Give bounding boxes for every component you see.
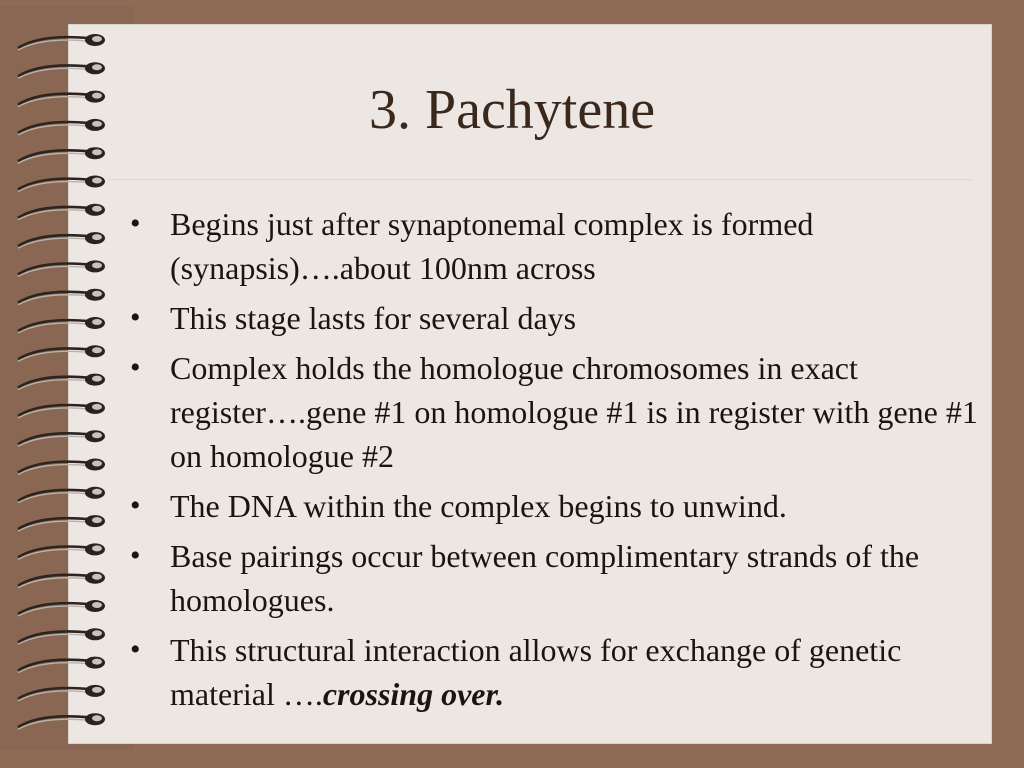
bullet-emphasis: crossing over.: [322, 676, 505, 712]
bullet-dot-icon: •: [130, 489, 141, 522]
bullet-dot-icon: •: [130, 633, 141, 666]
bullet-item: [122, 296, 982, 340]
bullet-item: [122, 202, 982, 290]
slide-title: 3. Pachytene: [368, 79, 656, 141]
bullet-item: [122, 628, 982, 716]
bullet-dot-icon: •: [130, 207, 141, 240]
bullet-text: Begins just after synaptonemal complex is formed (synapsis)….about 100nm across: [170, 206, 814, 286]
bullet-item: [122, 484, 982, 528]
bullet-dot-icon: •: [130, 351, 141, 384]
bullet-dot-icon: •: [130, 539, 141, 572]
bullet-text: Base pairings occur between complimentary strands of the homologues.: [170, 538, 920, 618]
bullet-list: [122, 202, 982, 722]
bullet-dot-icon: •: [130, 301, 141, 334]
bullet-item: [122, 534, 982, 622]
bullet-text: Complex holds the homologue chromosomes in exact register….gene #1 on homologue #1 is in register with gene #1 on homologue #2: [170, 350, 978, 474]
title-divider: [108, 179, 972, 180]
bullet-text: This stage lasts for several days: [170, 300, 577, 336]
bullet-item: [122, 346, 982, 478]
bullet-text: This structural interaction allows for exchange of genetic material ….: [170, 632, 902, 712]
bullet-text: The DNA within the complex begins to unwind.: [170, 488, 787, 524]
